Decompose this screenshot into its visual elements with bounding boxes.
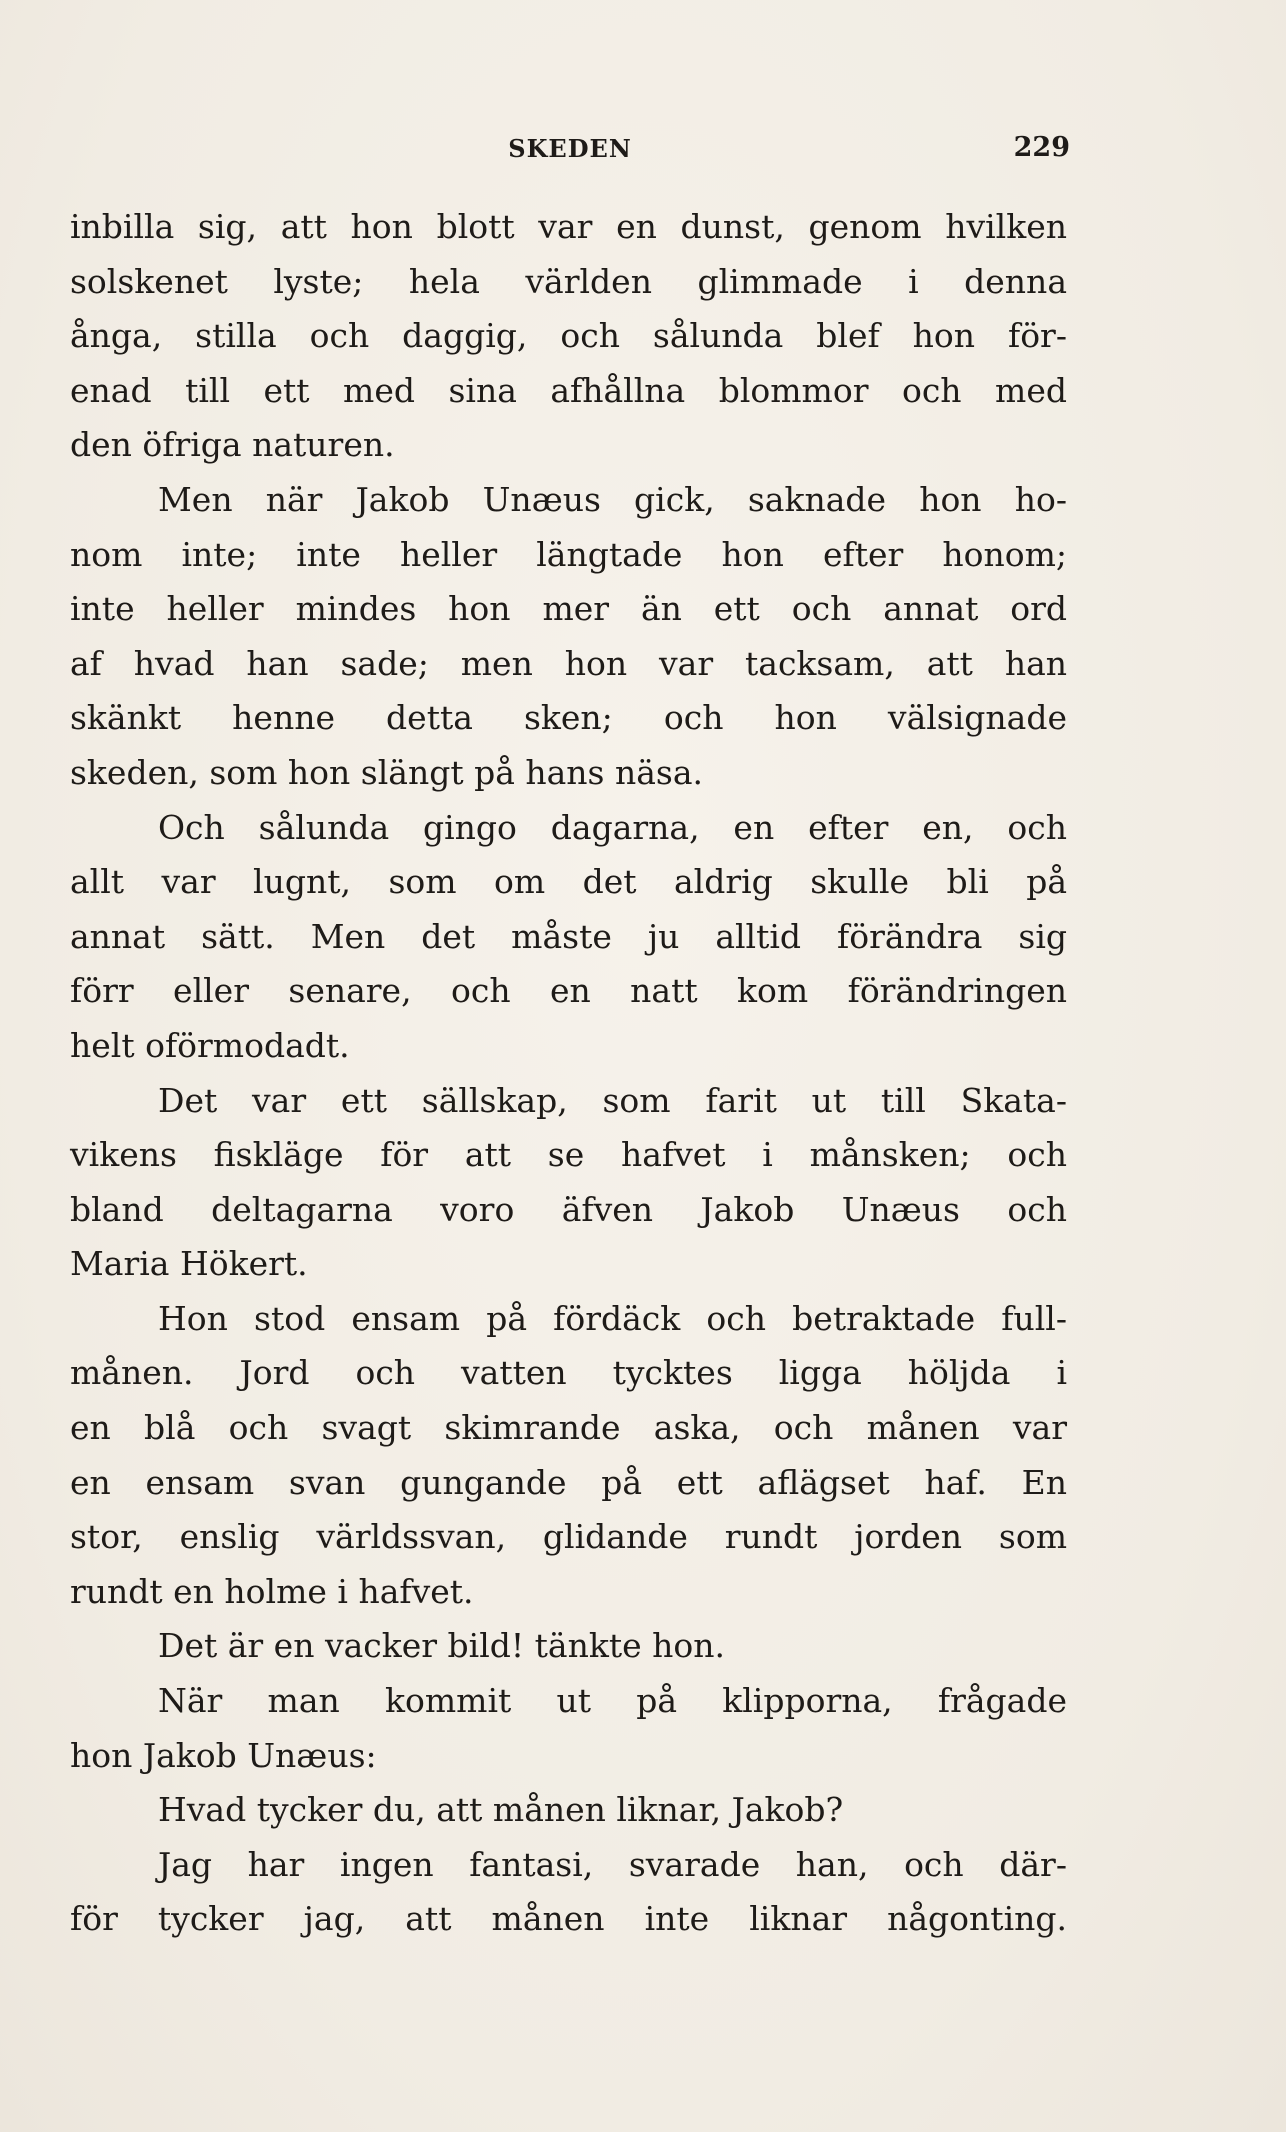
text-line: Maria Hökert. — [70, 1244, 308, 1284]
text-line: rundt en holme i hafvet. — [70, 1571, 474, 1611]
text-line: en ensam svan gungande på ett aflägset haf. En — [70, 1462, 1067, 1502]
text-line: helt oförmodadt. — [70, 1025, 350, 1065]
text-line: vikens fiskläge för att se hafvet i månsken; och — [70, 1135, 1067, 1175]
text-line: af hvad han sade; men hon var tacksam, att han — [70, 643, 1067, 683]
page-number: 229 — [1013, 132, 1070, 163]
text-line: bland deltagarna voro äfven Jakob Unæus och — [70, 1189, 1067, 1229]
text-line: nom inte; inte heller längtade hon efter honom; — [70, 534, 1067, 574]
text-line: förr eller senare, och en natt kom förändringen — [70, 971, 1067, 1011]
running-head: SKEDEN — [508, 134, 632, 163]
text-line: allt var lugnt, som om det aldrig skulle bli på — [70, 862, 1067, 902]
text-line: hon Jakob Unæus: — [70, 1735, 377, 1775]
text-line: Jag har ingen fantasi, svarade han, och där- — [158, 1844, 1067, 1884]
text-line: stor, enslig världssvan, glidande rundt jorden som — [70, 1517, 1067, 1557]
text-line: den öfriga naturen. — [70, 425, 395, 465]
text-line: ånga, stilla och daggig, och sålunda blef hon för- — [70, 316, 1067, 356]
text-line: månen. Jord och vatten tycktes ligga höljda i — [70, 1353, 1067, 1393]
text-line: Hvad tycker du, att månen liknar, Jakob? — [158, 1790, 844, 1830]
text-line: Men när Jakob Unæus gick, saknade hon ho- — [158, 479, 1067, 519]
page-header — [70, 128, 1070, 168]
text-line: solskenet lyste; hela världen glimmade i denna — [70, 261, 1067, 301]
text-line: annat sätt. Men det måste ju alltid förändra sig — [70, 916, 1067, 956]
text-line: Det är en vacker bild! tänkte hon. — [158, 1626, 725, 1666]
text-line: Hon stod ensam på fördäck och betraktade full- — [158, 1298, 1067, 1338]
text-line: skänkt henne detta sken; och hon välsignade — [70, 698, 1067, 738]
text-line: Det var ett sällskap, som farit ut till Skata- — [158, 1080, 1067, 1120]
body-text — [70, 200, 1067, 1947]
text-line: enad till ett med sina afhållna blommor och med — [70, 370, 1067, 410]
text-line: skeden, som hon slängt på hans näsa. — [70, 752, 704, 792]
text-line: inbilla sig, att hon blott var en dunst, genom hvilken — [70, 207, 1067, 246]
text-line: för tycker jag, att månen inte liknar någonting. — [70, 1899, 1067, 1939]
text-line: en blå och svagt skimrande aska, och månen var — [70, 1408, 1067, 1448]
text-line: inte heller mindes hon mer än ett och annat ord — [70, 589, 1067, 629]
text-line: Och sålunda gingo dagarna, en efter en, och — [158, 807, 1067, 847]
text-line: När man kommit ut på klipporna, frågade — [158, 1681, 1067, 1721]
